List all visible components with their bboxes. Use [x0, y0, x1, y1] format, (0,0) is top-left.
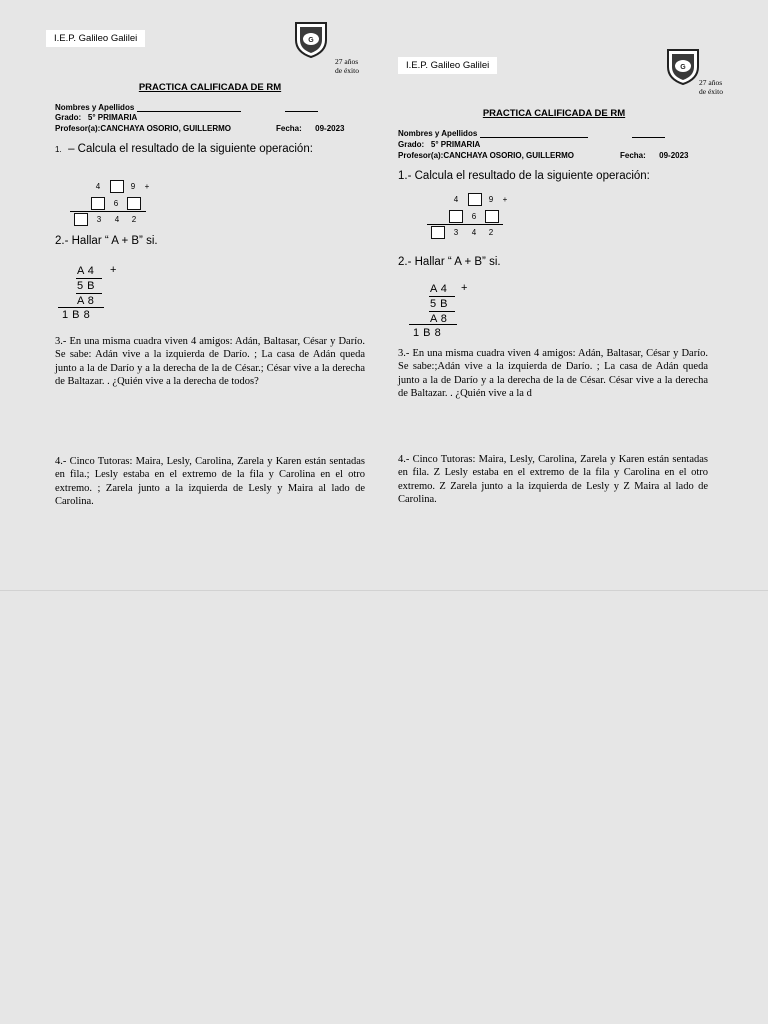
p1-sum-line	[70, 211, 146, 212]
p2-line	[429, 296, 455, 297]
date-value: 09-2023	[659, 151, 689, 160]
p2-line	[76, 278, 102, 279]
grade-row	[398, 140, 480, 149]
p2-row2: 5 B	[77, 280, 96, 292]
p2-line	[429, 311, 455, 312]
p1-plus-sign: +	[502, 195, 508, 204]
names-blank-line	[480, 129, 588, 138]
anniversary-line-1: 27 años	[335, 57, 359, 66]
teacher-value: CANCHAYA OSORIO, GUILLERMO	[443, 151, 575, 160]
question-4-text: 4.- Cinco Tutoras: Maira, Lesly, Carolina, Zarela y Karen están sentadas en fila. Z Lesly estaba en el extremo de la fila y Carolina en el otro extremo. Z Zarela junto a la izquierda de Lesly y Z Maira al lado de Carolina.	[398, 454, 708, 505]
names-label: Nombres y Apellidos	[55, 103, 135, 112]
question-2-text: 2.- Hallar “ A + B” si.	[398, 256, 501, 268]
names-row	[398, 129, 665, 138]
grade-value: 5° PRIMARIA	[87, 113, 138, 122]
p1-blank-box	[431, 226, 445, 239]
p2-row3: A 8	[430, 313, 448, 325]
p2-sum-line	[409, 324, 457, 325]
p2-plus-sign: +	[461, 282, 468, 294]
p1-plus-sign: +	[144, 182, 150, 191]
school-name-label: I.E.P. Galileo Galilei	[398, 57, 497, 74]
school-name-label: I.E.P. Galileo Galilei	[46, 30, 145, 47]
p1-result-digit-c: 2	[131, 215, 137, 224]
teacher-label: Profesor(a):	[55, 124, 101, 133]
section-blank-line	[632, 129, 665, 138]
page-title: PRACTICA CALIFICADA DE RM	[482, 108, 626, 119]
grade-row	[55, 113, 137, 122]
school-shield-icon	[293, 20, 329, 58]
grade-label: Grado:	[398, 140, 425, 149]
question-1-text: 1.- Calcula el resultado de la siguiente operación:	[398, 170, 650, 182]
p2-row1: A 4	[77, 265, 95, 277]
svg-text:G: G	[680, 64, 686, 71]
school-shield-icon	[665, 47, 701, 85]
p1-blank-box	[74, 213, 88, 226]
p2-line	[76, 293, 102, 294]
names-label: Nombres y Apellidos	[398, 129, 478, 138]
question-3-text: 3.- En una misma cuadra viven 4 amigos: Adán, Baltasar, César y Darío. Se sabe: Adán vive a la izquierda de Darío. ; La casa de Adán queda junto a la de Darío y a la derecha de la de César.; César vive a la derecha de Baltazar. . ¿Quién vive a la derecha de todos?	[55, 336, 365, 387]
anniversary-line-2: de éxito	[699, 87, 723, 96]
p2-sum-line	[58, 307, 104, 308]
page-title: PRACTICA CALIFICADA DE RM	[138, 82, 282, 93]
date-value: 09-2023	[315, 124, 345, 133]
p1-row1-digit-b: 9	[130, 182, 136, 191]
p1-row2-digit: 6	[113, 199, 119, 208]
anniversary-text	[335, 57, 359, 75]
date-label: Fecha:	[620, 151, 646, 160]
question-1-text: – Calcula el resultado de la siguiente operación:	[68, 143, 313, 155]
teacher-label: Profesor(a):	[398, 151, 444, 160]
question-1-number: 1.	[55, 145, 62, 154]
p2-result: 1 B 8	[62, 309, 91, 321]
p1-blank-box	[110, 180, 124, 193]
p1-row1-digit-b: 9	[488, 195, 494, 204]
p2-plus-sign: +	[110, 264, 117, 276]
date-row	[620, 151, 689, 160]
names-blank-line	[137, 103, 241, 112]
worksheet-copy-right	[384, 0, 768, 590]
grade-value: 5° PRIMARIA	[430, 140, 481, 149]
p1-row1-digit-a: 4	[453, 195, 459, 204]
teacher-value: CANCHAYA OSORIO, GUILLERMO	[100, 124, 232, 133]
question-2-text: 2.- Hallar “ A + B” si.	[55, 235, 158, 247]
date-row	[276, 124, 345, 133]
grade-label: Grado:	[55, 113, 82, 122]
anniversary-line-1: 27 años	[699, 78, 723, 87]
p1-blank-box	[127, 197, 141, 210]
svg-text:G: G	[308, 37, 314, 44]
p1-result-digit-b: 4	[114, 215, 120, 224]
p1-row1-digit-a: 4	[95, 182, 101, 191]
p1-blank-box	[449, 210, 463, 223]
p1-result-digit-c: 2	[488, 228, 494, 237]
empty-background-area	[0, 591, 768, 1024]
worksheet-copy-left	[0, 0, 384, 590]
p1-sum-line	[427, 224, 503, 225]
teacher-row	[398, 151, 574, 160]
section-blank-line	[285, 103, 318, 112]
p2-row2: 5 B	[430, 298, 449, 310]
p2-result: 1 B 8	[413, 327, 442, 339]
question-3-text: 3.- En una misma cuadra viven 4 amigos: Adán, Baltasar, César y Darío. Se sabe:;Adán vive a la izquierda de Darío. ; La casa de Adán queda junto a la de Darío y a la derecha de la de César. César vive a la derecha de Baltazar. . ¿Quién vive a la d	[398, 348, 708, 399]
names-row	[55, 103, 318, 112]
p1-blank-box	[485, 210, 499, 223]
p1-row2-digit: 6	[471, 212, 477, 221]
question-4-text: 4.- Cinco Tutoras: Maira, Lesly, Carolina, Zarela y Karen están sentadas en fila.; Lesly estaba en el extremo de la fila y Carolina en el otro extremo. ; Zarela junto a la izquierda de Lesly y Maira al lado de Carolina.	[55, 456, 365, 507]
p2-row3: A 8	[77, 295, 95, 307]
p1-result-digit-a: 3	[453, 228, 459, 237]
p1-result-digit-a: 3	[96, 215, 102, 224]
p1-result-digit-b: 4	[471, 228, 477, 237]
anniversary-text	[699, 78, 723, 96]
question-1	[55, 143, 313, 155]
p1-blank-box	[91, 197, 105, 210]
date-label: Fecha:	[276, 124, 302, 133]
anniversary-line-2: de éxito	[335, 66, 359, 75]
p2-row1: A 4	[430, 283, 448, 295]
teacher-row	[55, 124, 231, 133]
p1-blank-box	[468, 193, 482, 206]
